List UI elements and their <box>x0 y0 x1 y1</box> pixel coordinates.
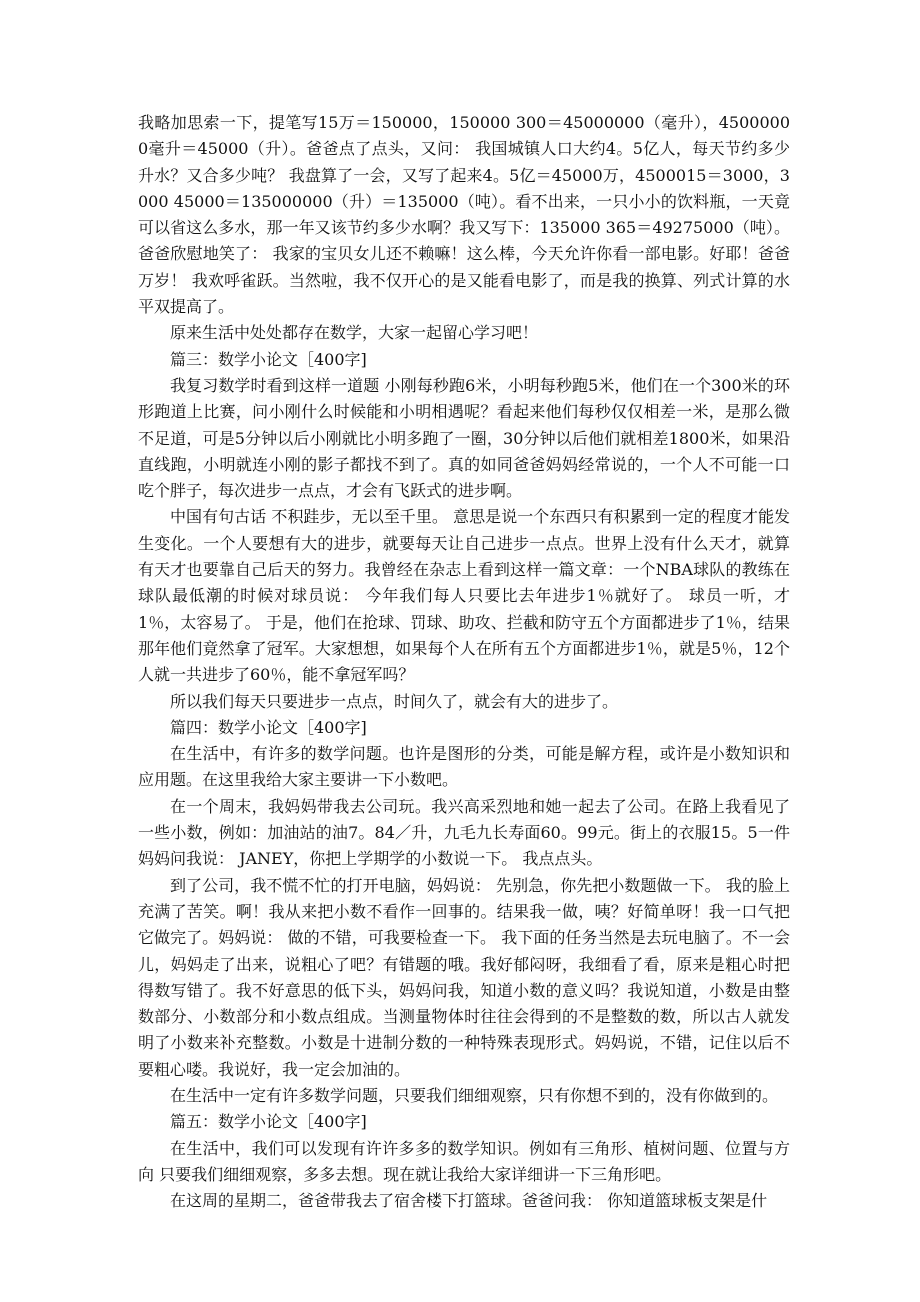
paragraph-11: 在这周的星期二，爸爸带我去了宿舍楼下打篮球。爸爸问我： 你知道篮球板支架是什 <box>170 1191 768 1211</box>
section-heading-4: 篇四：数学小论文［400字] <box>170 717 367 737</box>
paragraph-3: 我复习数学时看到这样一道题 小刚每秒跑6米，小明每秒跑5米，他们在一个300米的环形跑道上比赛，问小刚什么时候能和小明相遇呢？看起来他们每秒仅仅相差一米，是那么微不足道，可是5分钟以后小刚就比小明多跑了一圈，30分钟以后他们就相差1800米，如果沿直线跑，小明就连小刚的影子都找不到了。真的如同爸爸妈妈经常说的，一个人不可能一口吃个胖子，每次进步一点点，才会有飞跃式的进步啊。 <box>138 375 790 501</box>
paragraph-2: 原来生活中处处都存在数学，大家一起留心学习吧！ <box>170 323 539 343</box>
paragraph-8: 到了公司，我不慌不忙的打开电脑，妈妈说： 先别急，你先把小数题做一下。 我的脸上充满了苦笑。啊！我从来把小数不看作一回事的。结果我一做，咦？好简单呀！我一口气把它做完了。妈妈说： 做的不错，可我要检查一下。 我下面的任务当然是去玩电脑了。不一会儿，妈妈走了出来，说粗心了吧？有错题的哦。我好郁闷呀，我细看了看，原来是粗心时把得数写错了。我不好意思的低下头，妈妈问我，知道小数的意义吗？我说知道，小数是由整数部分、小数部分和小数点组成。当测量物体时往往会得到的不是整数的数，所以古人就发明了小数来补充整数。小数是十进制分数的一种特殊表现形式。妈妈说，不错，记住以后不要粗心喽。我说好，我一定会加油的。 <box>138 875 790 1079</box>
paragraph-10: 在生活中，我们可以发现有许许多多的数学知识。例如有三角形、植树问题、位置与方向 只要我们细细观察，多多去想。现在就让我给大家详细讲一下三角形吧。 <box>138 1138 790 1184</box>
paragraph-5: 所以我们每天只要进步一点点，时间久了，就会有大的进步了。 <box>170 691 619 711</box>
section-heading-3: 篇三：数学小论文［400字] <box>170 349 367 369</box>
section-heading-5: 篇五：数学小论文［400字] <box>170 1112 367 1132</box>
document-body <box>138 110 790 1214</box>
paragraph-1: 我略加思索一下，提笔写15万＝150000，150000 300＝45000000（毫升），45000000毫升＝45000（升）。爸爸点了点头，又问： 我国城镇人口大约4。5亿人，每天节约多少升水？又合多少吨？ 我盘算了一会，又写了起来4。5亿＝45000万，4500015＝3000，3000 45000＝135000000（升）＝135000（吨）。看不出来，一只小小的饮料瓶，一天竟可以省这么多水，那一年又该节约多少水啊？我又写下：135000 365＝49275000（吨）。爸爸欣慰地笑了： 我家的宝贝女儿还不赖嘛！这么棒，今天允许你看一部电影。好耶！爸爸万岁！ 我欢呼雀跃。当然啦，我不仅开心的是又能看电影了，而是我的换算、列式计算的水平双提高了。 <box>138 113 790 317</box>
paragraph-9: 在生活中一定有许多数学问题，只要我们细细观察，只有你想不到的，没有你做到的。 <box>170 1085 779 1105</box>
paragraph-6: 在生活中，有许多的数学问题。也许是图形的分类，可能是解方程，或许是小数知识和应用题。在这里我给大家主要讲一下小数吧。 <box>138 744 790 790</box>
paragraph-4: 中国有句古话 不积跬步，无以至千里。 意思是说一个东西只有积累到一定的程度才能发生变化。一个人要想有大的进步，就要每天让自己进步一点点。世界上没有什么天才，就算有天才也要靠自己后天的努力。我曾经在杂志上看到这样一篇文章：一个NBA球队的教练在球队最低潮的时候对球员说： 今年我们每人只要比去年进步1％就好了。 球员一听，才1％，太容易了。 于是，他们在抢球、罚球、助攻、拦截和防守五个方面都进步了1％，结果那年他们竟然拿了冠军。大家想想，如果每个人在所有五个方面都进步1％，就是5％，12个人就一共进步了60％，能不拿冠军吗？ <box>138 507 790 685</box>
paragraph-7: 在一个周末，我妈妈带我去公司玩。我兴高采烈地和她一起去了公司。在路上我看见了一些小数，例如：加油站的油7。84／升，九毛九长寿面60。99元。街上的衣服15。5一件 妈妈问我说： JANEY，你把上学期学的小数说一下。 我点点头。 <box>138 796 790 869</box>
